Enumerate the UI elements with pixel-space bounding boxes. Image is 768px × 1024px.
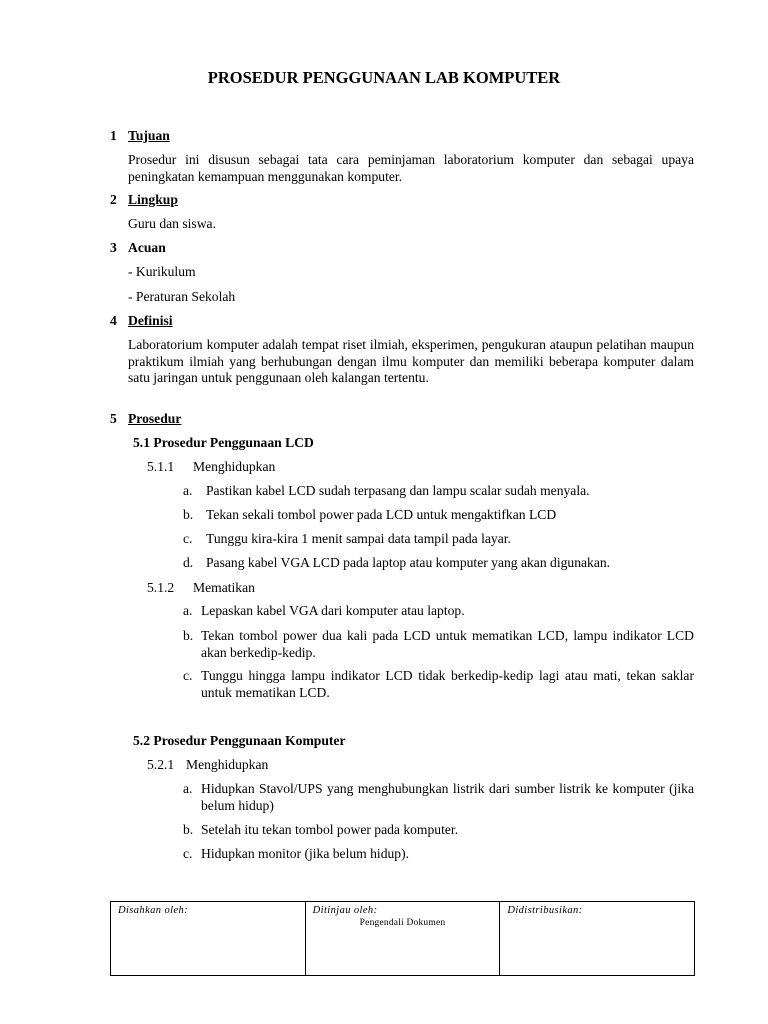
list-item bbox=[183, 555, 694, 572]
list-marker: c. bbox=[183, 846, 193, 861]
subsubsection-number: 5.2.1 bbox=[147, 757, 175, 772]
subsection-title-lcd: 5.1 Prosedur Penggunaan LCD bbox=[133, 435, 314, 450]
section-text-definisi: Laboratorium komputer adalah tempat riset ilmiah, eksperimen, pengukuran ataupun pelatihan maupun praktikum ilmiah yang berhubungan dengan ilmu komputer dan memiliki beberapa komputer dalam satu jaringan untuk penggunaan oleh kalangan tertentu. bbox=[128, 337, 694, 385]
list-item bbox=[183, 668, 694, 701]
page-title: PROSEDUR PENGGUNAAN LAB KOMPUTER bbox=[207, 68, 561, 87]
list-text: Lepaskan kabel VGA dari komputer atau laptop. bbox=[201, 603, 465, 618]
list-text: Pasang kabel VGA LCD pada laptop atau komputer yang akan digunakan. bbox=[206, 555, 611, 570]
list-marker: a. bbox=[183, 603, 193, 618]
list-text: Hidupkan monitor (jika belum hidup). bbox=[201, 846, 410, 861]
acuan-item: - Kurikulum bbox=[128, 264, 196, 279]
list-item bbox=[183, 603, 694, 620]
approval-cell-distributed bbox=[500, 902, 694, 975]
subsection-title-komputer: 5.2 Prosedur Penggunaan Komputer bbox=[133, 733, 346, 748]
section-text-tujuan: Prosedur ini disusun sebagai tata cara peminjaman laboratorium komputer dan sebagai upaya peningkatan kemampuan menggunakan komputer. bbox=[128, 152, 694, 184]
list-item bbox=[183, 846, 694, 863]
list-text: Setelah itu tekan tombol power pada komputer. bbox=[201, 822, 459, 837]
list-text: Tekan sekali tombol power pada LCD untuk mengaktifkan LCD bbox=[206, 507, 557, 522]
list-item bbox=[183, 781, 694, 814]
acuan-item: - Peraturan Sekolah bbox=[128, 289, 236, 304]
approval-table bbox=[110, 901, 695, 976]
list-item bbox=[183, 483, 694, 500]
list-marker: d. bbox=[183, 555, 194, 570]
list-item bbox=[183, 507, 694, 524]
reviewed-by-label: Ditinjau oleh: bbox=[312, 905, 378, 916]
list-marker: b. bbox=[183, 628, 194, 643]
section-number: 5 bbox=[110, 411, 117, 426]
approval-cell-approved-by bbox=[111, 902, 306, 975]
distributed-label: Didistribusikan: bbox=[507, 905, 583, 916]
subsubsection-title: Menghidupkan bbox=[186, 757, 269, 772]
section-title-prosedur: Prosedur bbox=[128, 411, 182, 426]
section-title-tujuan: Tujuan bbox=[128, 128, 170, 143]
list-item bbox=[183, 628, 694, 661]
section-number: 3 bbox=[110, 240, 117, 255]
section-number: 4 bbox=[110, 313, 117, 328]
section-number: 1 bbox=[110, 128, 117, 143]
list-text: Tunggu hingga lampu indikator LCD tidak berkedip-kedip lagi atau mati, tekan saklar untuk mematikan LCD. bbox=[201, 668, 694, 700]
subsubsection-title: Menghidupkan bbox=[193, 459, 276, 474]
approved-by-label: Disahkan oleh: bbox=[118, 905, 189, 916]
list-text: Hidupkan Stavol/UPS yang menghubungkan listrik dari sumber listrik ke komputer (jika belum hidup) bbox=[201, 781, 694, 813]
list-text: Tekan tombol power dua kali pada LCD untuk mematikan LCD, lampu indikator LCD akan berkedip-kedip. bbox=[201, 628, 694, 660]
list-marker: b. bbox=[183, 507, 194, 522]
section-title-definisi: Definisi bbox=[128, 313, 173, 328]
list-marker: c. bbox=[183, 668, 193, 683]
section-number: 2 bbox=[110, 192, 117, 207]
section-title-lingkup: Lingkup bbox=[128, 192, 178, 207]
list-text: Pastikan kabel LCD sudah terpasang dan lampu scalar sudah menyala. bbox=[206, 483, 590, 498]
subsubsection-title: Mematikan bbox=[193, 580, 255, 595]
section-title-acuan: Acuan bbox=[128, 240, 166, 255]
approval-cell-reviewed-by bbox=[306, 902, 501, 975]
subsubsection-number: 5.1.2 bbox=[147, 580, 175, 595]
section-text-lingkup: Guru dan siswa. bbox=[128, 216, 216, 231]
list-item bbox=[183, 531, 694, 548]
list-text: Tunggu kira-kira 1 menit sampai data tampil pada layar. bbox=[206, 531, 511, 546]
list-item bbox=[183, 822, 694, 839]
list-marker: a. bbox=[183, 781, 193, 796]
list-marker: a. bbox=[183, 483, 193, 498]
list-marker: c. bbox=[183, 531, 193, 546]
list-marker: b. bbox=[183, 822, 194, 837]
subsubsection-number: 5.1.1 bbox=[147, 459, 175, 474]
reviewer-role: Pengendali Dokumen bbox=[359, 918, 446, 928]
